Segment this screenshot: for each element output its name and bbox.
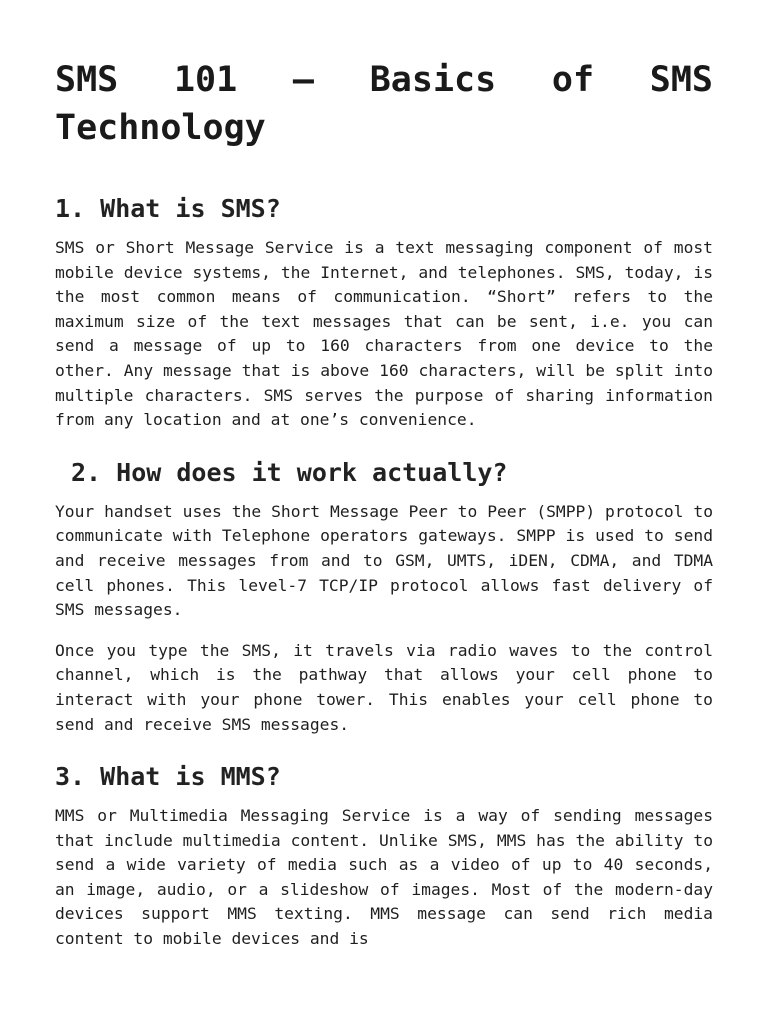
page-title: SMS 101 – Basics of SMS Technology	[55, 60, 713, 148]
section-paragraph: SMS or Short Message Service is a text messaging component of most mobile device systems, the Internet, and telephones. SMS, today, is the most common means of communication. “Short” refers to the maximum size of the text messages that can be sent, i.e. you can send a message of up to 160 characters from one device to the other. Any message that is above 160 characters, will be split into multiple characters. SMS serves the purpose of sharing information from any location and at one’s convenience.	[55, 238, 713, 430]
section-paragraph: Once you type the SMS, it travels via radio waves to the control channel, which is the pathway that allows your cell phone to interact with your phone tower. This enables your cell phone to send and receive SMS messages.	[55, 640, 713, 734]
section-how-does-it-work	[55, 458, 713, 737]
section-heading: 3. What is MMS?	[55, 762, 281, 792]
section-paragraph: Your handset uses the Short Message Peer to Peer (SMPP) protocol to communicate with Telephone operators gateways. SMPP is used to send and receive messages from and to GSM, UMTS, iDEN, CDMA, and TDMA cell phones. This level-7 TCP/IP protocol allows fast delivery of SMS messages.	[55, 501, 713, 620]
section-what-is-sms	[55, 194, 713, 433]
section-what-is-mms	[55, 762, 713, 952]
section-heading: 2. How does it work actually?	[71, 457, 508, 487]
section-heading: 1. What is SMS?	[55, 194, 281, 223]
section-paragraph: MMS or Multimedia Messaging Service is a way of sending messages that include multimedia content. Unlike SMS, MMS has the ability to send a wide variety of media such as a video of up to 40 seconds, an image, audio, or a slideshow of images. Most of the modern-day devices support MMS texting. MMS message can send rich media content to mobile devices and is	[55, 806, 713, 949]
